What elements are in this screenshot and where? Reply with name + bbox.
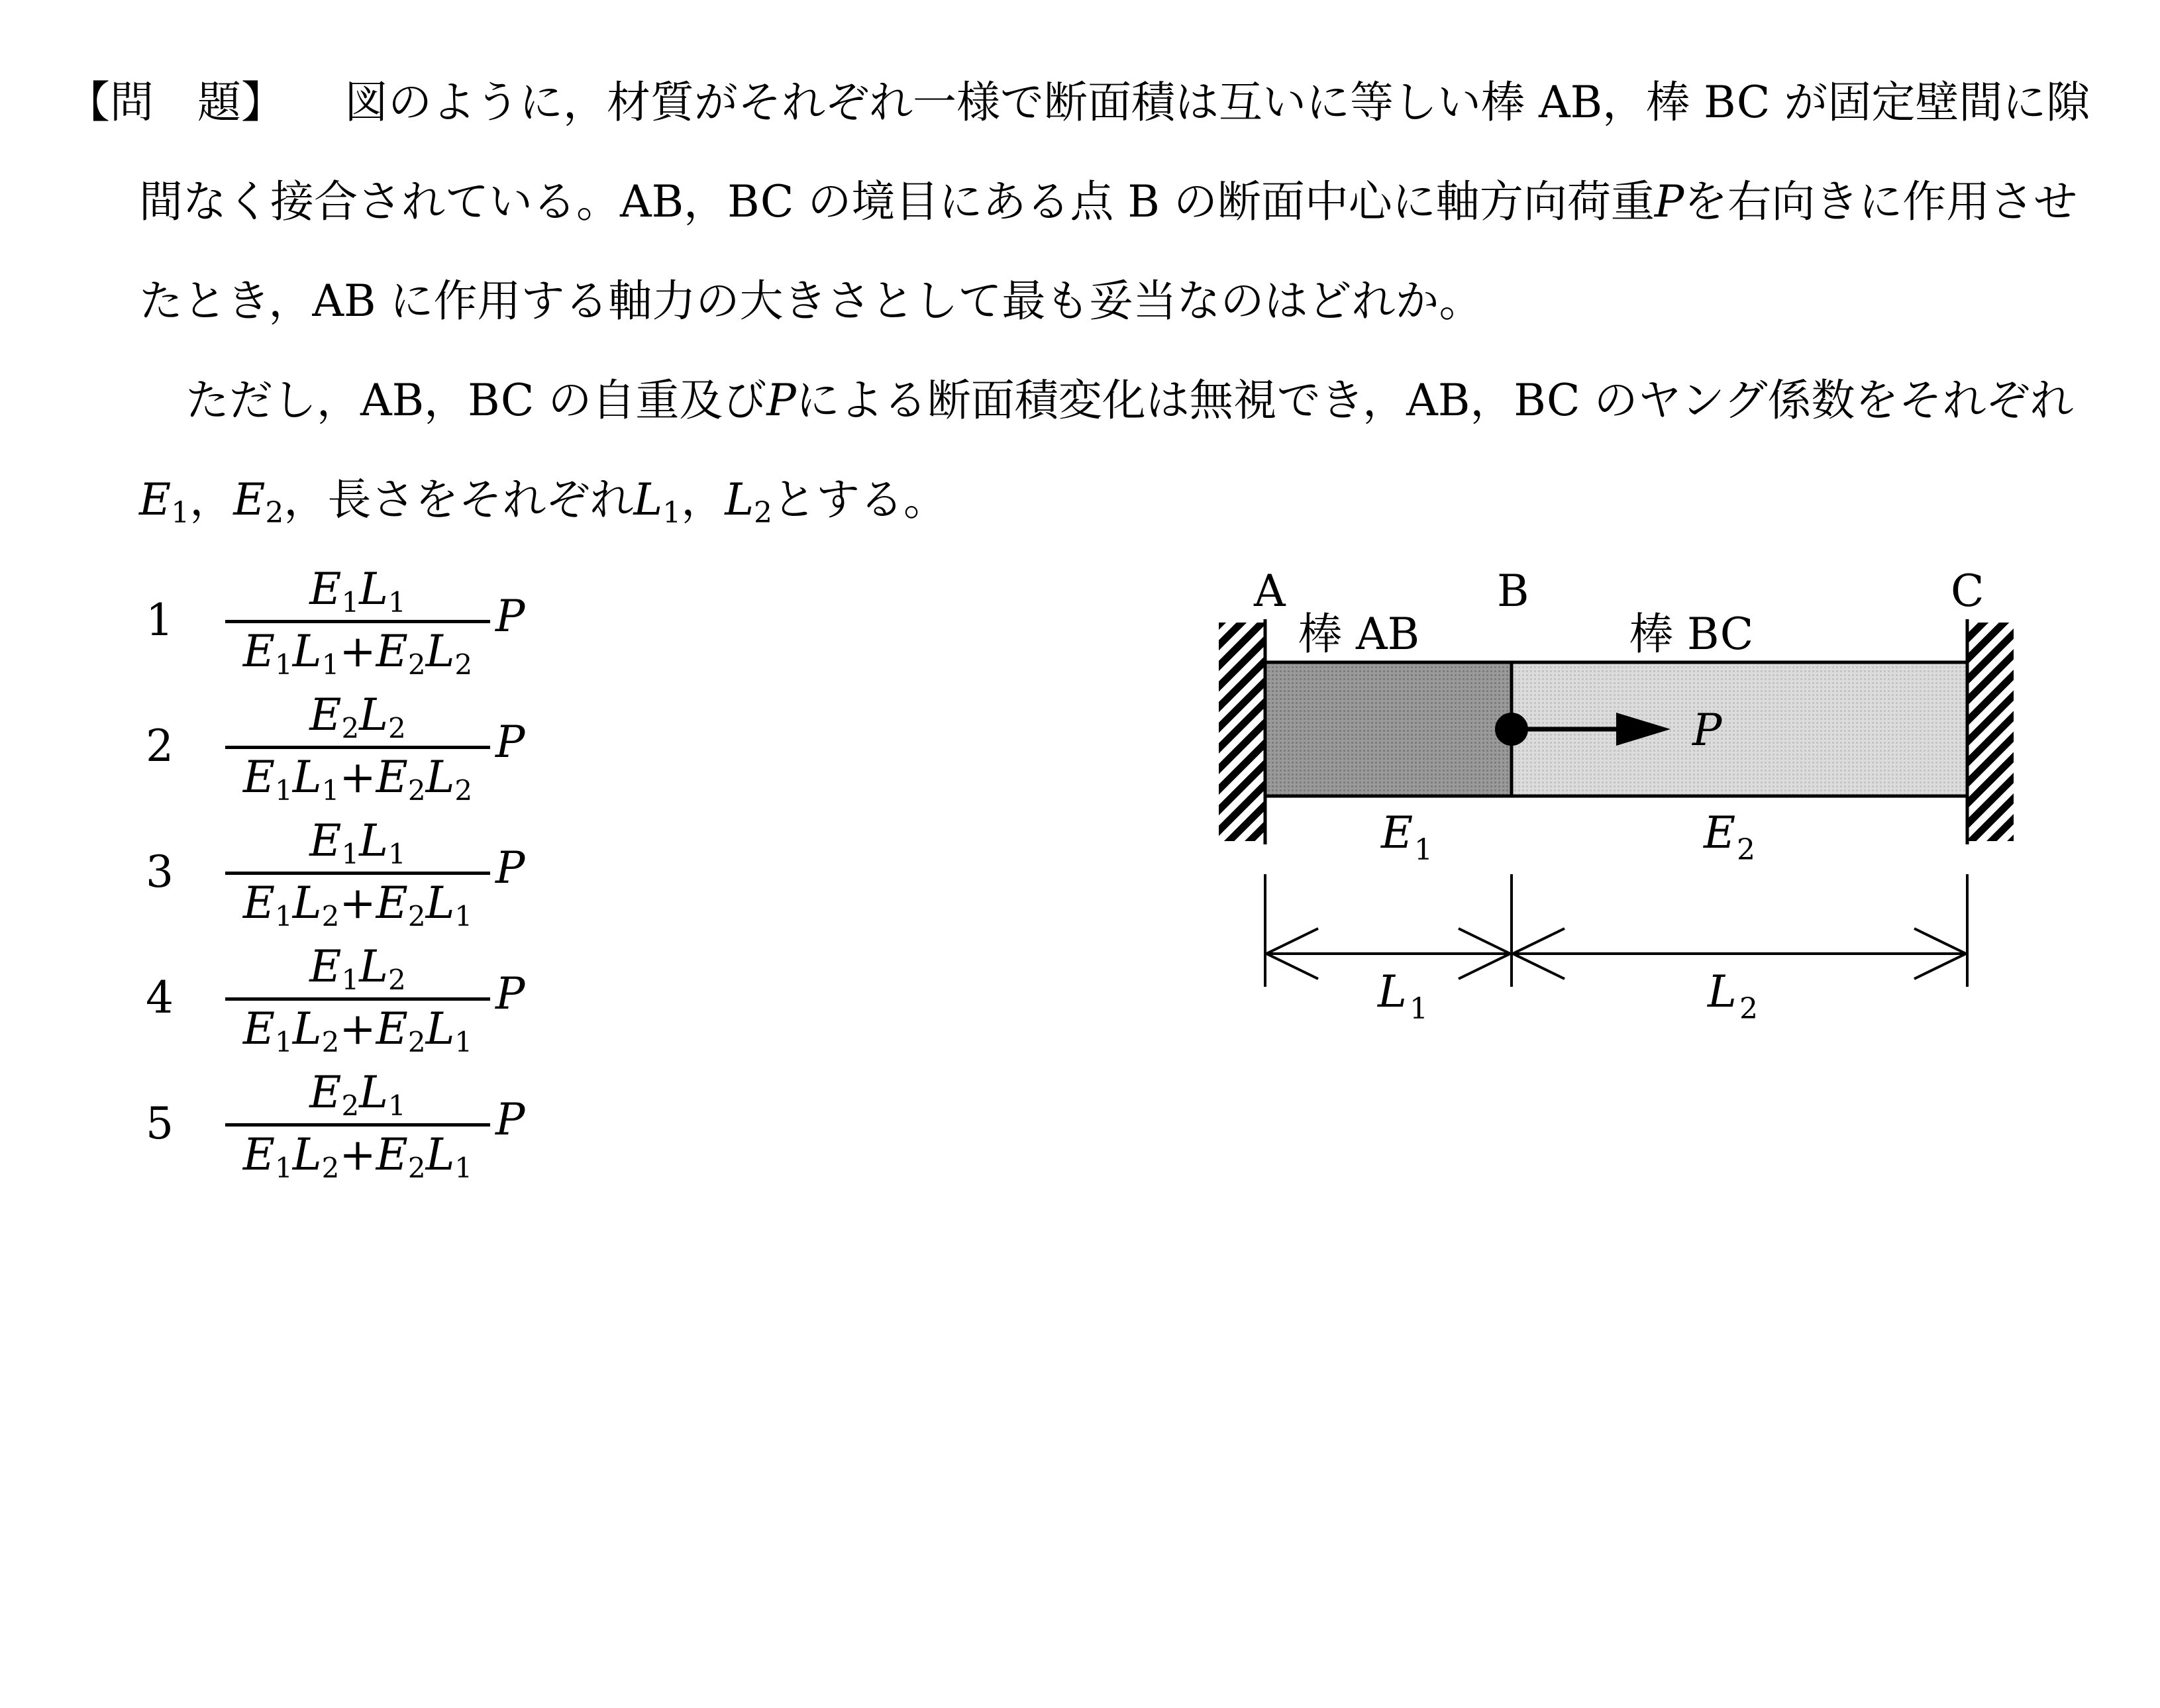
fraction-denominator: $E_1L_1+E_2L_2$ [242,752,473,807]
question-line-1-text: 図のように，材質がそれぞれ一様で断面積は互いに等しい棒 AB，棒 BC が固定壁間に隙 [344,77,2090,128]
load-label: P [1692,705,1722,756]
l1-sub: 1 [1410,992,1428,1026]
fraction-numerator: $E_2L_1$ [309,1067,406,1122]
load-symbol: P [766,375,796,426]
fraction-bar [225,997,490,1001]
rod-diagram-svg [1192,543,2053,1046]
l2-label: L [1708,966,1737,1017]
choice-fraction [225,1066,490,1185]
fraction-denominator: $E_1L_2+E_2L_1$ [242,878,473,932]
choice-load-symbol: P [495,842,525,893]
rod-diagram [1192,543,2053,1046]
left-wall [1219,623,1264,841]
answer-choice [146,815,609,940]
e2-label: E [1704,807,1736,858]
label-b: B [1497,566,1529,617]
e2-sub: 2 [1737,833,1755,867]
rod-bc-label: 棒 BC [1629,609,1754,660]
choice-fraction [225,815,490,934]
choice-number: 1 [146,595,174,646]
question-line-4: ただし，AB，BC の自重及びPによる断面積変化は無視でき，AB，BC のヤング係数をそれぞれ [185,375,2074,426]
choice-load-symbol: P [495,591,525,642]
choice-fraction [225,689,490,808]
choice-load-symbol: P [495,968,525,1019]
e1-sub: 1 [1414,833,1433,867]
choice-number: 2 [146,721,174,772]
choice-number: 3 [146,846,174,897]
question-line-2: 間なく接合されている。AB，BC の境目にある点 B の断面中心に軸方向荷重Pを右向きに作用させ [139,176,2078,227]
fraction-denominator: $E_1L_2+E_2L_1$ [242,1003,473,1058]
answer-choice [146,1066,609,1192]
l2-sub: 2 [1739,992,1758,1026]
load-symbol: P [1654,176,1684,227]
e1-label: E [1381,807,1414,858]
label-c: C [1951,566,1984,617]
question-line-1 [66,53,2133,152]
rod-ab [1265,662,1512,796]
fraction-denominator: $E_1L_2+E_2L_1$ [242,1129,473,1184]
fraction-bar [225,1123,490,1127]
choice-load-symbol: P [495,717,525,768]
question-line-3: たとき，AB に作用する軸力の大きさとして最も妥当なのはどれか。 [139,276,1483,327]
choice-fraction [225,940,490,1060]
choice-number: 4 [146,972,174,1023]
fraction-bar [225,872,490,875]
fraction-bar [225,620,490,623]
answer-choices [146,563,609,1192]
question-text [66,53,2133,550]
answer-choice [146,563,609,689]
answer-choice [146,689,609,815]
l1-label: L [1378,966,1407,1017]
question-tag: 【問 題】 [66,77,285,128]
choice-number: 5 [146,1098,174,1149]
question-line-5: $E_1$，$E_2$，長さをそれぞれ$L_1$，$L_2$とする。 [139,474,948,530]
right-wall [1969,623,2014,841]
fraction-denominator: $E_1L_1+E_2L_2$ [242,626,473,681]
rod-ab-label: 棒 AB [1298,609,1420,660]
choice-fraction [225,563,490,682]
fraction-numerator: $E_1L_1$ [309,815,406,870]
choice-load-symbol: P [495,1094,525,1145]
fraction-numerator: $E_1L_1$ [309,564,406,619]
label-a: A [1254,566,1286,617]
fraction-numerator: $E_2L_2$ [309,689,406,744]
fraction-bar [225,746,490,749]
answer-choice [146,940,609,1066]
fraction-numerator: $E_1L_2$ [309,941,406,996]
